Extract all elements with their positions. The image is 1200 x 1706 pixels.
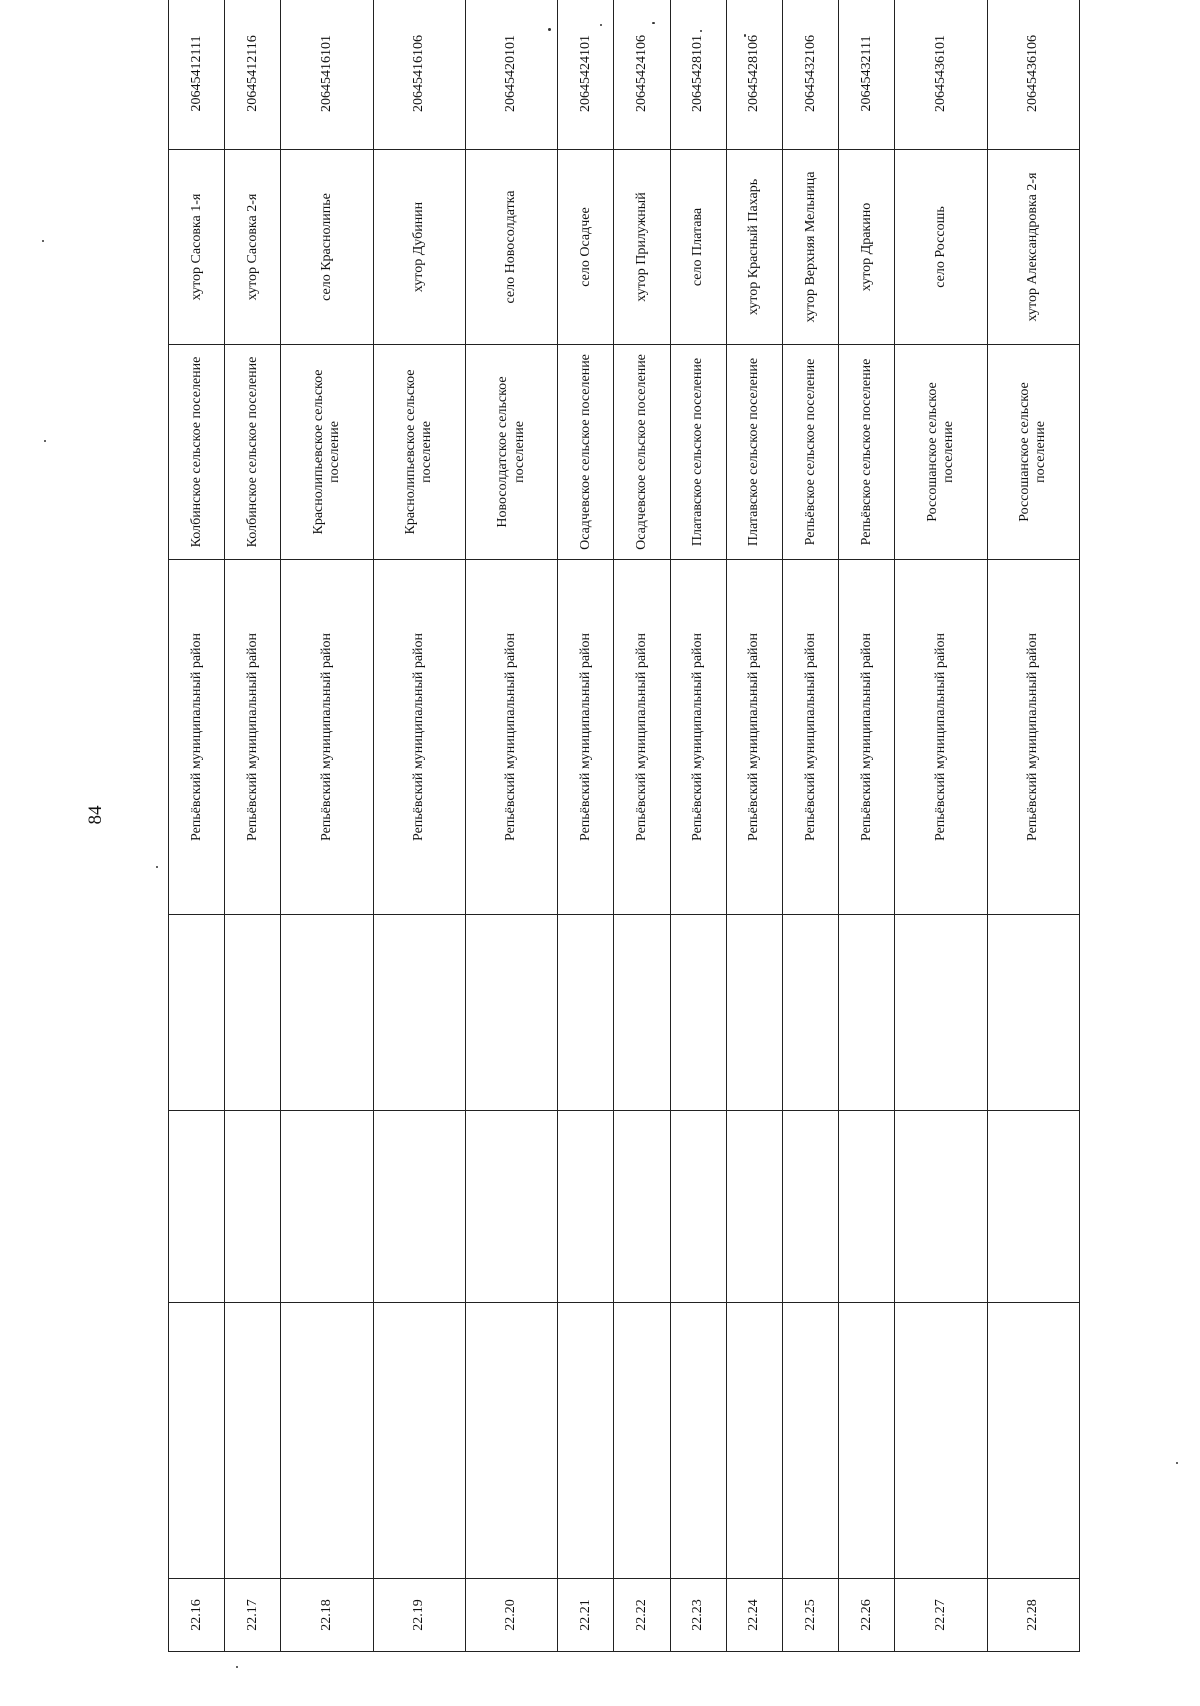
- district-cell: Репьёвский муниципальный район: [614, 560, 670, 915]
- locality-cell: хутор Сасовка 2-я: [225, 150, 281, 345]
- table-row: [169, 0, 225, 1652]
- empty-cell: [169, 1111, 225, 1303]
- locality-cell: село Осадчее: [558, 150, 614, 345]
- district-cell: Репьёвский муниципальный район: [839, 560, 895, 915]
- empty-cell: [839, 1303, 895, 1579]
- scan-speck: [652, 22, 655, 24]
- empty-cell: [987, 1111, 1079, 1303]
- empty-cell: [281, 1303, 373, 1579]
- empty-cell: [169, 1303, 225, 1579]
- locality-cell: хутор Верхняя Мельница: [782, 150, 838, 345]
- table-row: [782, 0, 838, 1652]
- code-cell: 20645428101: [670, 0, 726, 150]
- empty-cell: [281, 915, 373, 1111]
- settlement-cell: Платавское сельское поселение: [670, 345, 726, 560]
- row-number: 22.20: [465, 1579, 557, 1652]
- row-number: 22.23: [670, 1579, 726, 1652]
- district-cell: Репьёвский муниципальный район: [895, 560, 987, 915]
- empty-cell: [281, 1111, 373, 1303]
- empty-cell: [987, 915, 1079, 1111]
- table-row: [726, 0, 782, 1652]
- scan-speck: [236, 1666, 238, 1668]
- locality-cell: хутор Сасовка 1-я: [169, 150, 225, 345]
- empty-cell: [373, 915, 465, 1111]
- row-number: 22.17: [225, 1579, 281, 1652]
- row-number: 22.18: [281, 1579, 373, 1652]
- scan-speck: [600, 24, 602, 26]
- row-number: 22.25: [782, 1579, 838, 1652]
- district-cell: Репьёвский муниципальный район: [169, 560, 225, 915]
- rotated-table-frame: [168, 35, 1080, 1652]
- locality-cell: село Россошь: [895, 150, 987, 345]
- empty-cell: [726, 1303, 782, 1579]
- scan-speck: [548, 28, 551, 31]
- district-cell: Репьёвский муниципальный район: [281, 560, 373, 915]
- settlement-cell: Репьёвское сельское поселение: [839, 345, 895, 560]
- settlement-cell: Краснолипьевское сельское поселение: [373, 345, 465, 560]
- locality-cell: село Платава: [670, 150, 726, 345]
- empty-cell: [782, 915, 838, 1111]
- code-cell: 20645432111: [839, 0, 895, 150]
- code-cell: 20645436106: [987, 0, 1079, 150]
- row-number: 22.28: [987, 1579, 1079, 1652]
- table-row: [465, 0, 557, 1652]
- district-cell: Репьёвский муниципальный район: [670, 560, 726, 915]
- empty-cell: [225, 915, 281, 1111]
- row-number: 22.26: [839, 1579, 895, 1652]
- empty-cell: [670, 915, 726, 1111]
- table-row: [839, 0, 895, 1652]
- scan-speck: [42, 240, 44, 242]
- empty-cell: [614, 915, 670, 1111]
- row-number: 22.24: [726, 1579, 782, 1652]
- page-number: 84: [85, 805, 106, 825]
- empty-cell: [614, 1303, 670, 1579]
- settlements-table: [168, 0, 1080, 1652]
- district-cell: Репьёвский муниципальный район: [558, 560, 614, 915]
- district-cell: Репьёвский муниципальный район: [987, 560, 1079, 915]
- table-row: [987, 0, 1079, 1652]
- empty-cell: [726, 915, 782, 1111]
- district-cell: Репьёвский муниципальный район: [225, 560, 281, 915]
- locality-cell: хутор Александровка 2-я: [987, 150, 1079, 345]
- settlement-cell: Колбинское сельское поселение: [225, 345, 281, 560]
- settlement-cell: Краснолипьевское сельское поселение: [281, 345, 373, 560]
- locality-cell: хутор Красный Пахарь: [726, 150, 782, 345]
- empty-cell: [169, 915, 225, 1111]
- table-body: [169, 0, 1080, 1652]
- table-row: [225, 0, 281, 1652]
- empty-cell: [670, 1111, 726, 1303]
- empty-cell: [558, 915, 614, 1111]
- empty-cell: [782, 1303, 838, 1579]
- locality-cell: хутор Дракино: [839, 150, 895, 345]
- row-number: 22.19: [373, 1579, 465, 1652]
- scan-speck: [744, 34, 746, 37]
- code-cell: 20645424106: [614, 0, 670, 150]
- empty-cell: [895, 1111, 987, 1303]
- code-cell: 20645420101: [465, 0, 557, 150]
- code-cell: 20645428106: [726, 0, 782, 150]
- row-number: 22.27: [895, 1579, 987, 1652]
- settlement-cell: Осадчевское сельское поселение: [614, 345, 670, 560]
- settlement-cell: Россошанское сельское поселение: [895, 345, 987, 560]
- table-row: [281, 0, 373, 1652]
- locality-cell: село Краснолипье: [281, 150, 373, 345]
- empty-cell: [558, 1111, 614, 1303]
- scan-speck: [156, 866, 158, 868]
- locality-cell: хутор Дубинин: [373, 150, 465, 345]
- locality-cell: хутор Прилужный: [614, 150, 670, 345]
- code-cell: 20645424101: [558, 0, 614, 150]
- scan-speck: [700, 30, 702, 32]
- empty-cell: [465, 1303, 557, 1579]
- empty-cell: [670, 1303, 726, 1579]
- code-cell: 20645416101: [281, 0, 373, 150]
- table-row: [373, 0, 465, 1652]
- code-cell: 20645412111: [169, 0, 225, 150]
- empty-cell: [465, 915, 557, 1111]
- district-cell: Репьёвский муниципальный район: [373, 560, 465, 915]
- table-row: [614, 0, 670, 1652]
- scan-speck: [44, 440, 46, 442]
- scan-speck: [1176, 1462, 1178, 1464]
- empty-cell: [225, 1111, 281, 1303]
- code-cell: 20645416106: [373, 0, 465, 150]
- empty-cell: [895, 1303, 987, 1579]
- code-cell: 20645412116: [225, 0, 281, 150]
- empty-cell: [225, 1303, 281, 1579]
- code-cell: 20645432106: [782, 0, 838, 150]
- district-cell: Репьёвский муниципальный район: [782, 560, 838, 915]
- row-number: 22.21: [558, 1579, 614, 1652]
- empty-cell: [987, 1303, 1079, 1579]
- settlement-cell: Россошанское сельское поселение: [987, 345, 1079, 560]
- district-cell: Репьёвский муниципальный район: [465, 560, 557, 915]
- row-number: 22.22: [614, 1579, 670, 1652]
- table-row: [895, 0, 987, 1652]
- table-row: [558, 0, 614, 1652]
- table-row: [670, 0, 726, 1652]
- code-cell: 20645436101: [895, 0, 987, 150]
- locality-cell: село Новосолдатка: [465, 150, 557, 345]
- empty-cell: [614, 1111, 670, 1303]
- empty-cell: [782, 1111, 838, 1303]
- settlement-cell: Платавское сельское поселение: [726, 345, 782, 560]
- empty-cell: [373, 1303, 465, 1579]
- district-cell: Репьёвский муниципальный район: [726, 560, 782, 915]
- empty-cell: [558, 1303, 614, 1579]
- empty-cell: [895, 915, 987, 1111]
- empty-cell: [839, 1111, 895, 1303]
- empty-cell: [373, 1111, 465, 1303]
- row-number: 22.16: [169, 1579, 225, 1652]
- settlement-cell: Осадчевское сельское поселение: [558, 345, 614, 560]
- settlement-cell: Репьёвское сельское поселение: [782, 345, 838, 560]
- settlement-cell: Колбинское сельское поселение: [169, 345, 225, 560]
- empty-cell: [726, 1111, 782, 1303]
- empty-cell: [839, 915, 895, 1111]
- empty-cell: [465, 1111, 557, 1303]
- settlement-cell: Новосолдатское сельское поселение: [465, 345, 557, 560]
